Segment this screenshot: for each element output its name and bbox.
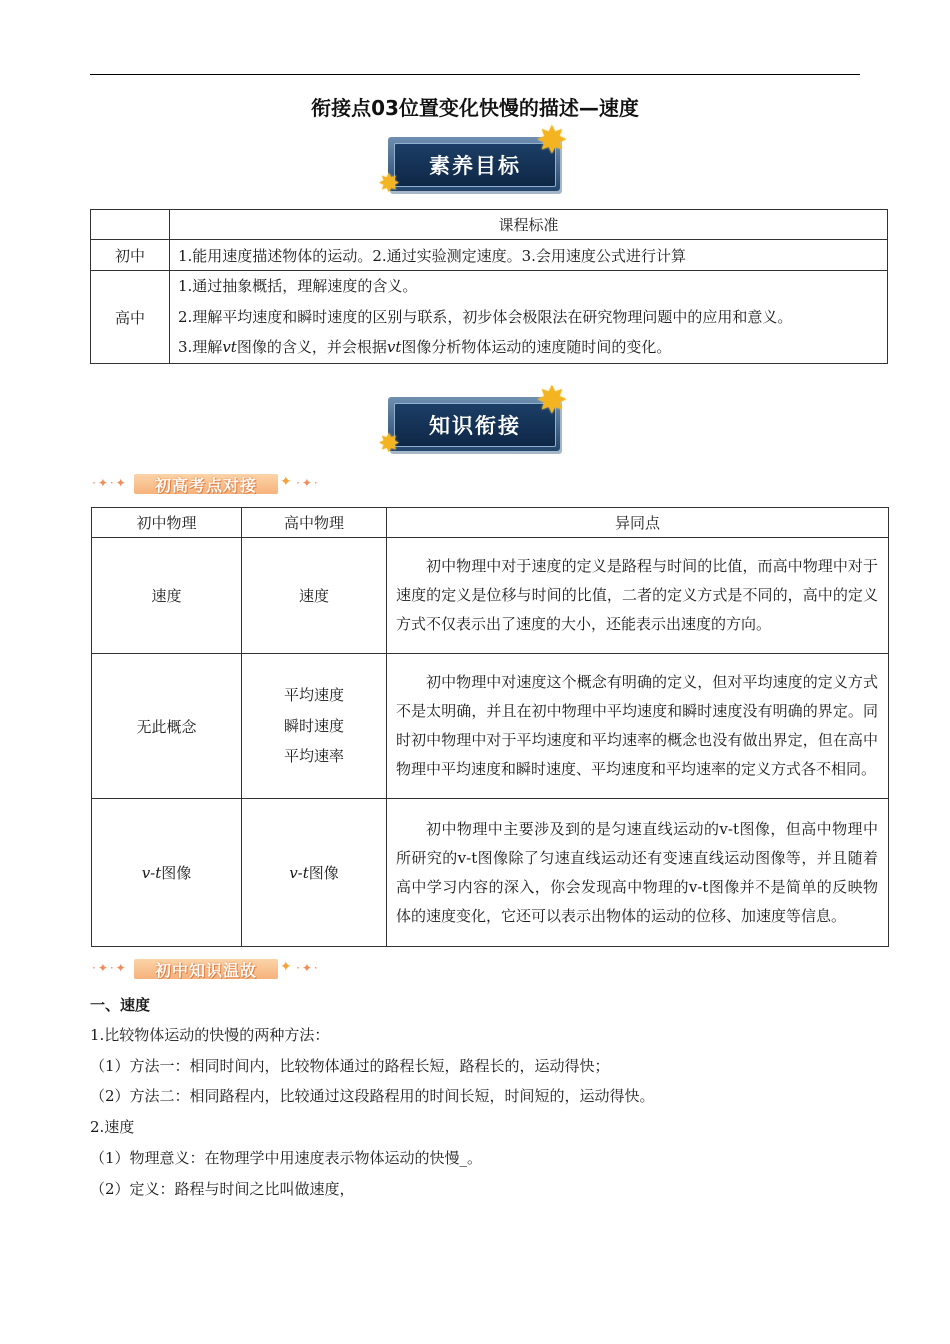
- star-icon: ✸: [536, 378, 568, 422]
- table-row: [91, 210, 888, 240]
- sparkle-icon: ·✦·: [296, 961, 320, 975]
- senior-concept-item: 平均速度: [283, 686, 344, 705]
- knowledge-badge: [378, 378, 568, 459]
- sparkle-icon: ·✦·: [296, 476, 320, 490]
- senior-concept: 速度: [242, 538, 387, 654]
- document-title: 衔接点03位置变化快慢的描述—速度: [311, 96, 639, 120]
- senior-standard: [170, 271, 888, 364]
- sparkle-icon: ·✦·✦: [92, 476, 128, 490]
- junior-standard: 1.能用速度描述物体的运动。2.通过实验测定速度。3.会用速度公式进行计算: [170, 240, 888, 271]
- goals-badge: [378, 118, 568, 199]
- section-heading: 一、速度: [90, 996, 151, 1014]
- senior-concept-item: 平均速率: [283, 747, 344, 766]
- senior-label: 高中: [91, 271, 170, 364]
- standards-header: 课程标准: [170, 210, 888, 240]
- review-strip: [92, 957, 332, 981]
- junior-label: 初中: [91, 240, 170, 271]
- junior-concept: 无此概念: [92, 654, 242, 799]
- senior-line: 3.理解vt图像的含义，并会根据vt图像分析物体运动的速度随时间的变化。: [178, 338, 672, 357]
- table-row: [91, 240, 888, 271]
- table-row: [92, 799, 889, 947]
- body-line: （2）方法二：相同路程内，比较通过这段路程用的时间长短，时间短的，运动得快。: [90, 1087, 655, 1105]
- sparkle-icon: ·✦·✦: [92, 961, 128, 975]
- difference-text: 初中物理中对速度这个概念有明确的定义，但对平均速度的定义方式不是太明确，并且在初中物理中平均速度和瞬时速度没有明确的界定。同时初中物理中对于平均速度和平均速率的概念也没有做出界定，但在高中物理中平均速度和瞬时速度、平均速度和平均速率的定义方式各不相同。: [387, 654, 889, 799]
- body-line: （1）方法一：相同时间内，比较物体通过的路程长短，路程长的，运动得快；: [90, 1057, 610, 1075]
- empty-cell: [91, 210, 170, 240]
- standards-table: [90, 209, 888, 364]
- senior-concept: v-t图像: [242, 799, 387, 947]
- table-row: [91, 271, 888, 364]
- difference-text: 初中物理中主要涉及到的是匀速直线运动的v-t图像，但高中物理中所研究的v-t图像除了匀速直线运动还有变速直线运动图像等，并且随着高中学习内容的深入，你会发现高中物理的v-t图像并不是简单的反映物体的速度变化，它还可以表示出物体的运动的位移、加速度等信息。: [387, 799, 889, 947]
- comparison-table: [91, 507, 889, 947]
- star-icon: ✸: [378, 169, 400, 199]
- junior-concept: 速度: [92, 538, 242, 654]
- table-row: [92, 508, 889, 538]
- body-line: （2）定义：路程与时间之比叫做速度，: [90, 1180, 355, 1198]
- strip-label: 初高考点对接: [154, 476, 257, 495]
- body-line: 1.比较物体运动的快慢的两种方法：: [90, 1026, 330, 1044]
- junior-concept: v-t图像: [92, 799, 242, 947]
- column-header: 初中物理: [92, 508, 242, 538]
- strip-label: 初中知识温故: [154, 961, 257, 980]
- star-icon: ✦: [280, 959, 292, 975]
- star-icon: ✦: [280, 474, 292, 490]
- senior-line: 1.通过抽象概括，理解速度的含义。: [178, 277, 418, 296]
- table-row: [92, 654, 889, 799]
- senior-line: 2.理解平均速度和瞬时速度的区别与联系，初步体会极限法在研究物理问题中的应用和意义。: [178, 307, 793, 326]
- difference-text: 初中物理中对于速度的定义是路程与时间的比值，而高中物理中对于速度的定义是位移与时间的比值，二者的定义方式是不同的，高中的定义方式不仅表示出了速度的大小，还能表示出速度的方向。: [387, 538, 889, 654]
- compare-strip: [92, 472, 332, 496]
- senior-concept-item: 瞬时速度: [283, 716, 344, 735]
- column-header: 高中物理: [242, 508, 387, 538]
- senior-concept: [242, 654, 387, 799]
- body-line: （1）物理意义：在物理学中用速度表示物体运动的快慢_。: [90, 1149, 483, 1167]
- column-header: 异同点: [387, 508, 889, 538]
- badge-label: 素养目标: [394, 143, 556, 187]
- star-icon: ✸: [378, 429, 400, 459]
- table-row: [92, 538, 889, 654]
- badge-label: 知识衔接: [394, 403, 556, 447]
- star-icon: ✸: [536, 118, 568, 162]
- body-line: 2.速度: [90, 1118, 135, 1136]
- top-rule: [90, 74, 860, 75]
